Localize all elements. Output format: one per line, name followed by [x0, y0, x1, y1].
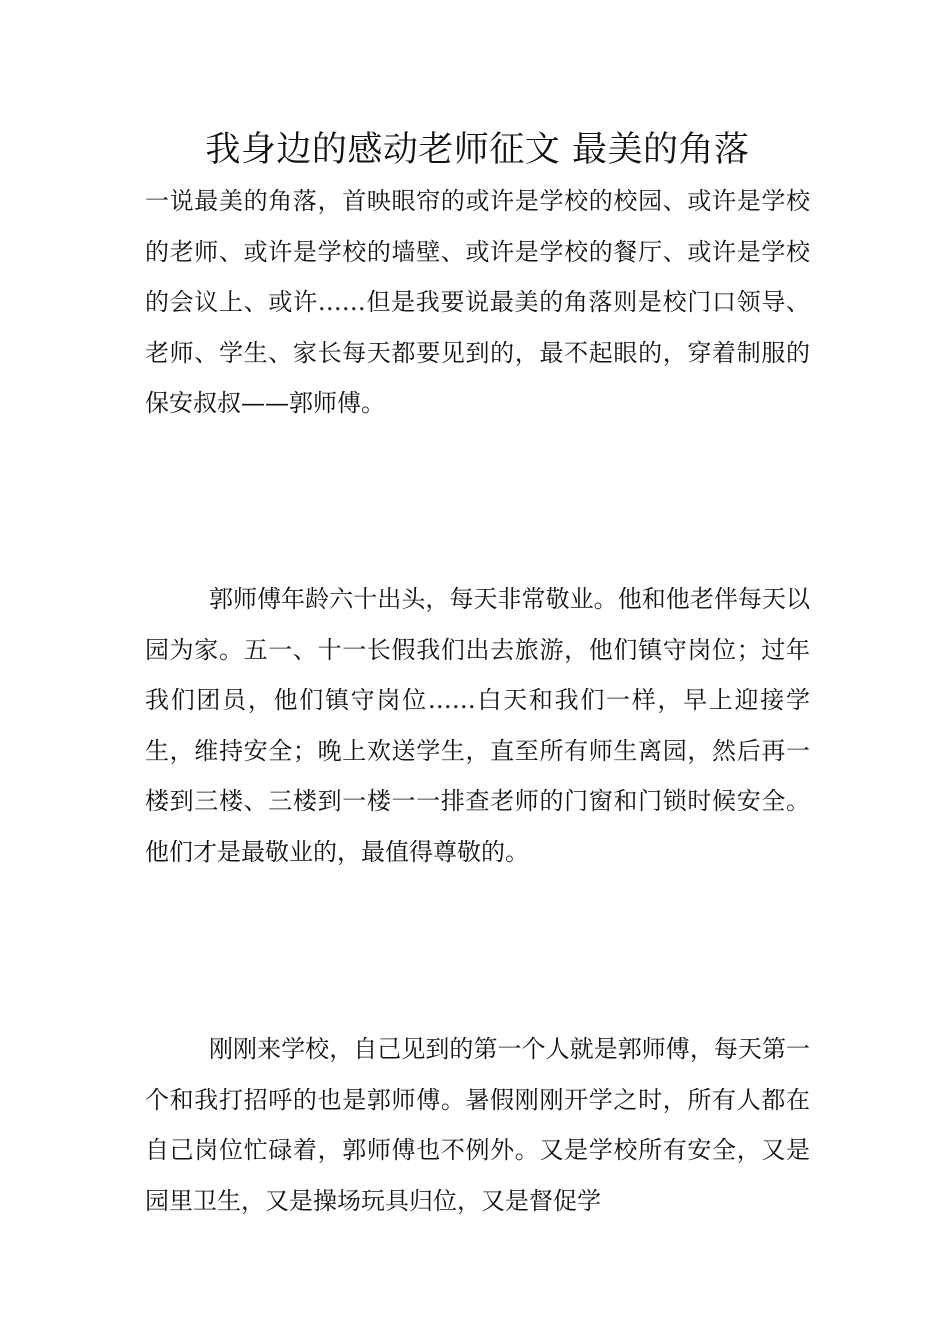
paragraph-1: 一说最美的角落，首映眼帘的或许是学校的校园、或许是学校的老师、或许是学校的墙壁、或许是学校的餐厅、或许是学校的会议上、或许……但是我要说最美的角落则是校门口领导、老师、学生、家长每天都要见到的，最不起眼的，穿着制服的保安叔叔——郭师傅。 — [145, 187, 810, 417]
paragraph-3: 刚刚来学校，自己见到的第一个人就是郭师傅，每天第一个和我打招呼的也是郭师傅。暑假刚刚开学之时，所有人都在自己岗位忙碌着，郭师傅也不例外。又是学校所有安全，又是园里卫生，又是操场玩具归位，又是督促学 — [145, 1035, 810, 1215]
document-title: 我身边的感动老师征文 最美的角落 — [205, 130, 750, 170]
paragraph-2: 郭师傅年龄六十出头，每天非常敬业。他和他老伴每天以园为家。五一、十一长假我们出去旅游，他们镇守岗位；过年我们团员，他们镇守岗位……白天和我们一样，早上迎接学生，维持安全；晚上欢送学生，直至所有师生离园，然后再一楼到三楼、三楼到一楼一一排查老师的门窗和门锁时候安全。他们才是最敬业的，最值得尊敬的。 — [145, 585, 810, 866]
